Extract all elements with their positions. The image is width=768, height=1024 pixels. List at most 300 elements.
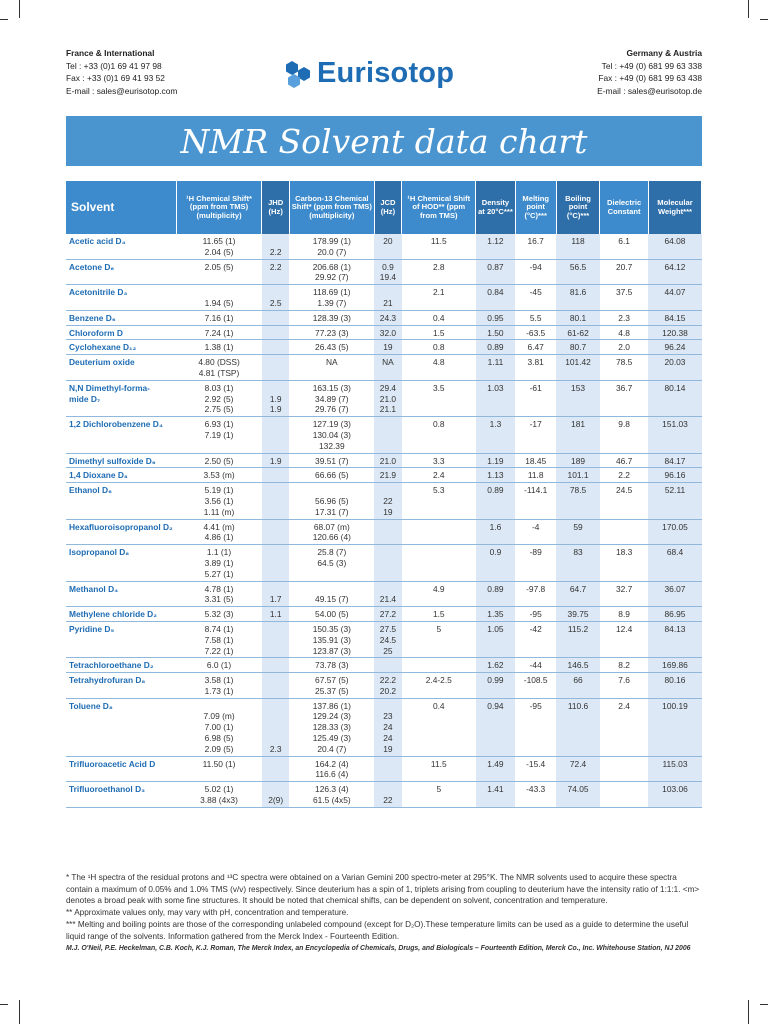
hod-shift-cell-value: 5 xyxy=(436,784,442,795)
table-row xyxy=(66,621,702,657)
dielectric-cell xyxy=(600,519,649,545)
molecular-weight-cell-value: 103.06 xyxy=(662,784,688,795)
hod-shift-cell xyxy=(402,698,476,756)
melting-point-cell-value: -15.4 xyxy=(526,758,546,769)
dielectric-cell-value: 4.8 xyxy=(618,327,630,338)
c13-shift-cell-value: 126.3 (4) 61.5 (4x5) xyxy=(312,784,351,806)
solvent-name xyxy=(66,756,176,782)
footnote-melting-boiling: *** Melting and boiling points are those of the corresponding unlabeled compound (except for D₂O).These temperature limits can be used as a guide to determine the useful liquid range of the solvents. Information gathered from the Merck Index - Fourteenth Edition. xyxy=(66,919,689,941)
hod-shift-cell-value: 0.8 xyxy=(432,342,445,353)
solvent-name-value: 1,4 Dioxane D₈ xyxy=(69,470,128,481)
density-cell xyxy=(476,607,515,622)
table-row xyxy=(66,453,702,468)
jhd-cell xyxy=(262,285,290,311)
jcd-cell xyxy=(374,581,402,607)
jcd-cell-value: 20 xyxy=(383,236,393,246)
solvent-name xyxy=(66,581,176,607)
melting-point-cell-value: 11.8 xyxy=(527,470,544,481)
melting-point-cell xyxy=(515,607,556,622)
dielectric-cell xyxy=(600,453,649,468)
dielectric-cell-value: 2.0 xyxy=(618,342,630,353)
c13-shift-cell-value: 163.15 (3) 34.89 (7) 29.76 (7) xyxy=(312,382,351,415)
melting-point-cell-value: -42 xyxy=(529,623,542,634)
jhd-cell xyxy=(262,673,290,699)
molecular-weight-cell xyxy=(648,417,701,453)
solvent-name-value: Tetrahydrofuran D₈ xyxy=(69,675,146,686)
melting-point-cell xyxy=(515,756,556,782)
melting-point-cell-value: 5.5 xyxy=(529,312,542,323)
solvent-name-value: 1,2 Dichlorobenzene D₄ xyxy=(69,419,163,430)
hod-shift-cell xyxy=(402,380,476,416)
hod-shift-cell-value: 1.5 xyxy=(432,609,445,620)
contact-fax: Fax : +33 (0)1 69 41 93 52 xyxy=(66,73,165,83)
hod-shift-cell xyxy=(402,545,476,581)
boiling-point-cell xyxy=(556,782,599,808)
melting-point-cell xyxy=(515,698,556,756)
table-row xyxy=(66,782,702,808)
boiling-point-cell-value: 64.7 xyxy=(569,583,587,594)
solvent-name xyxy=(66,782,176,808)
c13-shift-cell-value: 118.69 (1) 1.39 (7) xyxy=(313,287,351,308)
dielectric-cell xyxy=(600,380,649,416)
c13-shift-cell xyxy=(289,453,374,468)
density-cell xyxy=(476,453,515,468)
dielectric-cell-value: 2.3 xyxy=(618,312,630,323)
molecular-weight-cell-value: 44.07 xyxy=(664,287,686,298)
density-cell-value: 0.84 xyxy=(487,287,504,298)
solvent-name xyxy=(66,234,176,259)
molecular-weight-cell-value: 120.38 xyxy=(662,327,688,338)
density-cell-value: 1.05 xyxy=(487,623,504,634)
c13-shift-cell-value: NA xyxy=(325,357,338,368)
table-row xyxy=(66,607,702,622)
hod-shift-cell-value: 11.5 xyxy=(430,236,447,246)
h-shift-cell-value: 11.50 (1) xyxy=(202,758,236,769)
h-shift-cell-value: 8.03 (1) 2.92 (5) 2.75 (5) xyxy=(204,382,234,415)
boiling-point-cell xyxy=(556,607,599,622)
h-shift-cell xyxy=(176,607,262,622)
contact-germany xyxy=(597,47,702,97)
c13-shift-cell xyxy=(289,658,374,673)
density-cell xyxy=(476,782,515,808)
boiling-point-cell xyxy=(556,519,599,545)
melting-point-cell xyxy=(515,259,556,285)
crop-mark xyxy=(760,19,768,20)
density-cell-value: 0.89 xyxy=(487,583,504,594)
page-title: NMR Solvent data chart xyxy=(180,121,588,161)
table-row xyxy=(66,310,702,325)
density-cell xyxy=(476,545,515,581)
density-cell-value: 1.35 xyxy=(487,609,504,620)
hod-shift-cell xyxy=(402,581,476,607)
boiling-point-cell-value: 83 xyxy=(573,547,583,558)
density-cell-value: 0.9 xyxy=(489,547,502,558)
h-shift-cell xyxy=(176,756,262,782)
molecular-weight-cell-value: 84.15 xyxy=(664,312,686,323)
jhd-cell xyxy=(262,607,290,622)
dielectric-cell-value: 6.1 xyxy=(618,236,630,246)
h-shift-cell xyxy=(176,259,262,285)
header-density: Density at 20°C*** xyxy=(476,181,515,234)
hod-shift-cell-value: 2.1 xyxy=(432,287,445,298)
c13-shift-cell xyxy=(289,545,374,581)
c13-shift-cell xyxy=(289,340,374,355)
jhd-cell-value: 2.5 xyxy=(269,297,282,308)
density-cell xyxy=(476,380,515,416)
solvent-name xyxy=(66,285,176,311)
h-shift-cell xyxy=(176,483,262,519)
jcd-cell-value: 21.9 xyxy=(379,470,397,481)
jcd-cell xyxy=(374,782,402,808)
solvent-name-value: Pyridine D₅ xyxy=(69,623,115,634)
c13-shift-cell xyxy=(289,468,374,483)
h-shift-cell xyxy=(176,581,262,607)
jhd-cell xyxy=(262,545,290,581)
dielectric-cell-value: 20.7 xyxy=(615,261,633,272)
boiling-point-cell-value: 101.1 xyxy=(567,470,589,481)
boiling-point-cell-value: 115.2 xyxy=(567,623,589,634)
contact-title: France & International xyxy=(66,48,155,58)
h-shift-cell xyxy=(176,453,262,468)
boiling-point-cell xyxy=(556,380,599,416)
crop-mark xyxy=(748,1000,749,1024)
hod-shift-cell-value: 4.9 xyxy=(432,583,445,594)
boiling-point-cell xyxy=(556,658,599,673)
boiling-point-cell-value: 101.42 xyxy=(565,357,591,368)
jcd-cell xyxy=(374,310,402,325)
density-cell-value: 1.3 xyxy=(489,419,502,430)
header-c13-shift: Carbon-13 Chemical Shift* (ppm from TMS) (multiplicity) xyxy=(289,181,374,234)
molecular-weight-cell-value: 115.03 xyxy=(662,758,688,769)
density-cell xyxy=(476,673,515,699)
molecular-weight-cell-value: 84.13 xyxy=(664,623,686,634)
contact-title: Germany & Austria xyxy=(626,48,702,58)
jhd-cell xyxy=(262,782,290,808)
molecular-weight-cell xyxy=(648,453,701,468)
crop-mark xyxy=(0,19,8,20)
melting-point-cell-value: -44 xyxy=(529,660,542,671)
jcd-cell-value: 22.2 20.2 xyxy=(379,675,397,696)
dielectric-cell-value: 36.7 xyxy=(615,382,633,393)
h-shift-cell xyxy=(176,621,262,657)
molecular-weight-cell-value: 96.16 xyxy=(664,470,686,481)
hod-shift-cell xyxy=(402,519,476,545)
solvent-name-value: N,N Dimethyl-forma- mide D₇ xyxy=(69,382,150,404)
dielectric-cell-value: 2.2 xyxy=(618,470,630,481)
jhd-cell xyxy=(262,621,290,657)
header-h-shift: ¹H Chemical Shift* (ppm from TMS) (multiplicity) xyxy=(176,181,262,234)
h-shift-cell-value: 4.41 (m) 4.86 (1) xyxy=(203,521,235,543)
hod-shift-cell-value: 11.5 xyxy=(430,758,447,769)
molecular-weight-cell xyxy=(648,519,701,545)
solvent-name-value: Acetic acid D₄ xyxy=(69,236,126,246)
jhd-cell-value: 2.2 xyxy=(269,261,282,272)
melting-point-cell xyxy=(515,285,556,311)
h-shift-cell-value: 6.0 (1) xyxy=(206,660,232,671)
solvent-name xyxy=(66,380,176,416)
melting-point-cell xyxy=(515,310,556,325)
header-jcd: JCD (Hz) xyxy=(374,181,402,234)
melting-point-cell xyxy=(515,782,556,808)
jhd-cell xyxy=(262,519,290,545)
density-cell xyxy=(476,658,515,673)
solvent-name-value: Tetrachloroethane D₂ xyxy=(69,660,154,671)
h-shift-cell-value: 7.16 (1) xyxy=(204,312,234,323)
c13-shift-cell-value: 137.86 (1) 129.24 (3) 128.33 (3) 125.49 (3) 20.4 (7) xyxy=(312,700,351,754)
h-shift-cell xyxy=(176,234,262,259)
c13-shift-cell xyxy=(289,355,374,381)
molecular-weight-cell-value: 20.03 xyxy=(664,357,686,368)
boiling-point-cell-value: 146.5 xyxy=(567,660,589,671)
solvent-table xyxy=(66,181,702,808)
dielectric-cell xyxy=(600,285,649,311)
crop-mark xyxy=(748,0,749,18)
melting-point-cell-value: -43.3 xyxy=(526,784,546,795)
jcd-cell xyxy=(374,468,402,483)
h-shift-cell-value: 4.80 (DSS) 4.81 (TSP) xyxy=(198,357,240,378)
c13-shift-cell-value: 128.39 (3) xyxy=(312,312,351,323)
crop-mark xyxy=(19,0,20,18)
melting-point-cell xyxy=(515,621,556,657)
molecular-weight-cell xyxy=(648,698,701,756)
dielectric-cell-value: 46.7 xyxy=(615,455,633,466)
jcd-cell xyxy=(374,340,402,355)
jcd-cell xyxy=(374,453,402,468)
jcd-cell xyxy=(374,355,402,381)
h-shift-cell-value: 7.09 (m) 7.00 (1) 6.98 (5) 2.09 (5) xyxy=(203,711,235,754)
hod-shift-cell xyxy=(402,234,476,259)
boiling-point-cell-value: 66 xyxy=(573,675,583,686)
solvent-name xyxy=(66,698,176,756)
c13-shift-cell-value: 73.78 (3) xyxy=(315,660,349,671)
jcd-cell-value: 21 xyxy=(383,297,393,308)
density-cell-value: 0.99 xyxy=(487,675,504,686)
boiling-point-cell xyxy=(556,673,599,699)
hod-shift-cell xyxy=(402,658,476,673)
boiling-point-cell xyxy=(556,340,599,355)
boiling-point-cell-value: 189 xyxy=(571,455,586,466)
hod-shift-cell xyxy=(402,285,476,311)
header-row xyxy=(66,181,702,234)
melting-point-cell-value: 3.81 xyxy=(527,357,544,368)
hod-shift-cell-value: 0.4 xyxy=(432,312,445,323)
dielectric-cell xyxy=(600,483,649,519)
table-row xyxy=(66,234,702,259)
boiling-point-cell-value: 74.05 xyxy=(567,784,589,795)
solvent-name-value: Isopropanol D₈ xyxy=(69,547,130,558)
molecular-weight-cell xyxy=(648,380,701,416)
contact-email[interactable]: E-mail : sales@eurisotop.de xyxy=(597,85,702,96)
jhd-cell xyxy=(262,756,290,782)
dielectric-cell xyxy=(600,310,649,325)
jhd-cell xyxy=(262,468,290,483)
melting-point-cell-value: -114.1 xyxy=(524,485,548,496)
jhd-cell-value: 1.7 xyxy=(269,594,282,605)
header-hod-shift: ¹H Chemical Shift of HOD** (ppm from TMS) xyxy=(402,181,476,234)
dielectric-cell xyxy=(600,673,649,699)
h-shift-cell xyxy=(176,340,262,355)
density-cell-value: 1.50 xyxy=(487,327,504,338)
solvent-name xyxy=(66,545,176,581)
header-boiling-point: Boiling point (°C)*** xyxy=(556,181,599,234)
c13-shift-cell xyxy=(289,673,374,699)
molecular-weight-cell xyxy=(648,310,701,325)
jhd-cell-value: 2.2 xyxy=(269,246,282,257)
molecular-weight-cell-value: 84.17 xyxy=(664,455,686,466)
jhd-cell-value: 1.9 1.9 xyxy=(269,393,282,415)
brand-logo xyxy=(283,57,454,90)
h-shift-cell xyxy=(176,380,262,416)
boiling-point-cell-value: 181 xyxy=(571,419,586,430)
h-shift-cell xyxy=(176,782,262,808)
title-banner xyxy=(66,116,702,166)
boiling-point-cell xyxy=(556,285,599,311)
density-cell-value: 0.95 xyxy=(487,312,504,323)
boiling-point-cell xyxy=(556,355,599,381)
reference-citation: M.J. O'Neil, P.E. Heckelman, C.B. Koch, K.J. Roman, The Merck Index, an Encyclopedia of Chemicals, Drugs, and Biologicals – Fourteenth Edition, Merck Co., Inc. Whitehouse Station, NJ 2006 xyxy=(66,945,691,953)
molecular-weight-cell xyxy=(648,468,701,483)
table-row xyxy=(66,658,702,673)
solvent-name-value: Methanol D₄ xyxy=(69,583,119,594)
boiling-point-cell xyxy=(556,621,599,657)
jhd-cell xyxy=(262,355,290,381)
solvent-name-value: Cyclohexane D₁₂ xyxy=(69,342,137,353)
boiling-point-cell-value: 78.5 xyxy=(569,485,587,496)
hod-shift-cell-value: 5 xyxy=(436,623,442,634)
c13-shift-cell xyxy=(289,234,374,259)
table-row xyxy=(66,259,702,285)
h-shift-cell xyxy=(176,325,262,340)
jcd-cell xyxy=(374,621,402,657)
solvent-name-value: Hexafluoroisopropanol D₂ xyxy=(69,521,173,532)
c13-shift-cell xyxy=(289,519,374,545)
c13-shift-cell xyxy=(289,380,374,416)
melting-point-cell-value: -108.5 xyxy=(523,675,548,686)
footnote-approximate: ** Approximate values only, may vary with pH, concentration and temperature. xyxy=(66,908,349,918)
header-molecular-weight: Molecular Weight*** xyxy=(648,181,701,234)
solvent-name xyxy=(66,658,176,673)
solvent-name xyxy=(66,453,176,468)
boiling-point-cell xyxy=(556,545,599,581)
melting-point-cell-value: -95 xyxy=(529,700,542,711)
molecular-weight-cell xyxy=(648,658,701,673)
c13-shift-cell-value: 49.15 (7) xyxy=(315,594,349,605)
h-shift-cell-value: 3.53 (m) xyxy=(203,470,235,481)
table-body xyxy=(66,234,702,807)
hod-shift-cell-value: 2.4 xyxy=(432,470,445,481)
boiling-point-cell-value: 153 xyxy=(571,382,586,393)
molecular-weight-cell-value: 36.07 xyxy=(664,583,686,594)
jhd-cell xyxy=(262,658,290,673)
melting-point-cell xyxy=(515,234,556,259)
melting-point-cell-value: -63.5 xyxy=(526,327,546,338)
jcd-cell xyxy=(374,545,402,581)
solvent-name-value: Benzene D₆ xyxy=(69,312,116,323)
table-row xyxy=(66,325,702,340)
molecular-weight-cell xyxy=(648,340,701,355)
dielectric-cell xyxy=(600,234,649,259)
boiling-point-cell-value: 80.1 xyxy=(569,312,587,323)
dielectric-cell-value: 32.7 xyxy=(615,583,633,594)
solvent-name-value: Deuterium oxide xyxy=(69,357,135,368)
molecular-weight-cell-value: 64.12 xyxy=(664,261,686,272)
melting-point-cell xyxy=(515,519,556,545)
solvent-name xyxy=(66,468,176,483)
jhd-cell-value: 2(9) xyxy=(268,795,284,806)
boiling-point-cell-value: 56.5 xyxy=(569,261,587,272)
density-cell xyxy=(476,234,515,259)
solvent-name-value: Toluene D₈ xyxy=(69,700,113,711)
c13-shift-cell-value: 39.51 (7) xyxy=(315,455,349,466)
h-shift-cell xyxy=(176,545,262,581)
molecular-weight-cell xyxy=(648,621,701,657)
dielectric-cell xyxy=(600,607,649,622)
jcd-cell xyxy=(374,607,402,622)
density-cell xyxy=(476,285,515,311)
melting-point-cell-value: -89 xyxy=(529,547,542,558)
jhd-cell xyxy=(262,259,290,285)
header-jhd: JHD (Hz) xyxy=(262,181,290,234)
molecular-weight-cell xyxy=(648,325,701,340)
dielectric-cell xyxy=(600,468,649,483)
dielectric-cell xyxy=(600,545,649,581)
melting-point-cell xyxy=(515,453,556,468)
jcd-cell xyxy=(374,234,402,259)
jcd-cell xyxy=(374,285,402,311)
jcd-cell xyxy=(374,658,402,673)
dielectric-cell-value: 78.5 xyxy=(615,357,633,368)
hod-shift-cell xyxy=(402,355,476,381)
dielectric-cell xyxy=(600,259,649,285)
hod-shift-cell xyxy=(402,417,476,453)
solvent-name xyxy=(66,325,176,340)
boiling-point-cell xyxy=(556,483,599,519)
c13-shift-cell xyxy=(289,325,374,340)
dielectric-cell-value: 37.5 xyxy=(615,287,633,298)
melting-point-cell xyxy=(515,483,556,519)
hod-shift-cell-value: 3.5 xyxy=(432,382,445,393)
hod-shift-cell xyxy=(402,673,476,699)
table-row xyxy=(66,285,702,311)
molecular-weight-cell xyxy=(648,234,701,259)
molecular-weight-cell xyxy=(648,259,701,285)
jcd-cell-value: 22 19 xyxy=(383,495,393,517)
hod-shift-cell xyxy=(402,259,476,285)
c13-shift-cell-value: 68.07 (m) 120.66 (4) xyxy=(312,521,351,543)
dielectric-cell-value: 18.3 xyxy=(615,547,633,558)
table-row xyxy=(66,340,702,355)
melting-point-cell xyxy=(515,545,556,581)
melting-point-cell xyxy=(515,468,556,483)
table-row xyxy=(66,581,702,607)
c13-shift-cell-value: 127.19 (3) 130.04 (3) 132.39 xyxy=(312,419,351,451)
h-shift-cell-value: 5.32 (3) xyxy=(204,609,234,620)
density-cell xyxy=(476,310,515,325)
solvent-name xyxy=(66,483,176,519)
jcd-cell xyxy=(374,519,402,545)
density-cell xyxy=(476,581,515,607)
h-shift-cell xyxy=(176,310,262,325)
dielectric-cell xyxy=(600,621,649,657)
contact-email[interactable]: E-mail : sales@eurisotop.com xyxy=(66,85,178,96)
hod-shift-cell-value: 5.3 xyxy=(432,485,445,496)
h-shift-cell xyxy=(176,468,262,483)
solvent-name xyxy=(66,310,176,325)
contact-tel: Tel : +49 (0) 681 99 63 338 xyxy=(601,60,702,71)
jcd-cell-value: 27.5 24.5 25 xyxy=(379,623,397,656)
contact-fax: Fax : +49 (0) 681 99 63 438 xyxy=(598,73,702,83)
dielectric-cell xyxy=(600,417,649,453)
